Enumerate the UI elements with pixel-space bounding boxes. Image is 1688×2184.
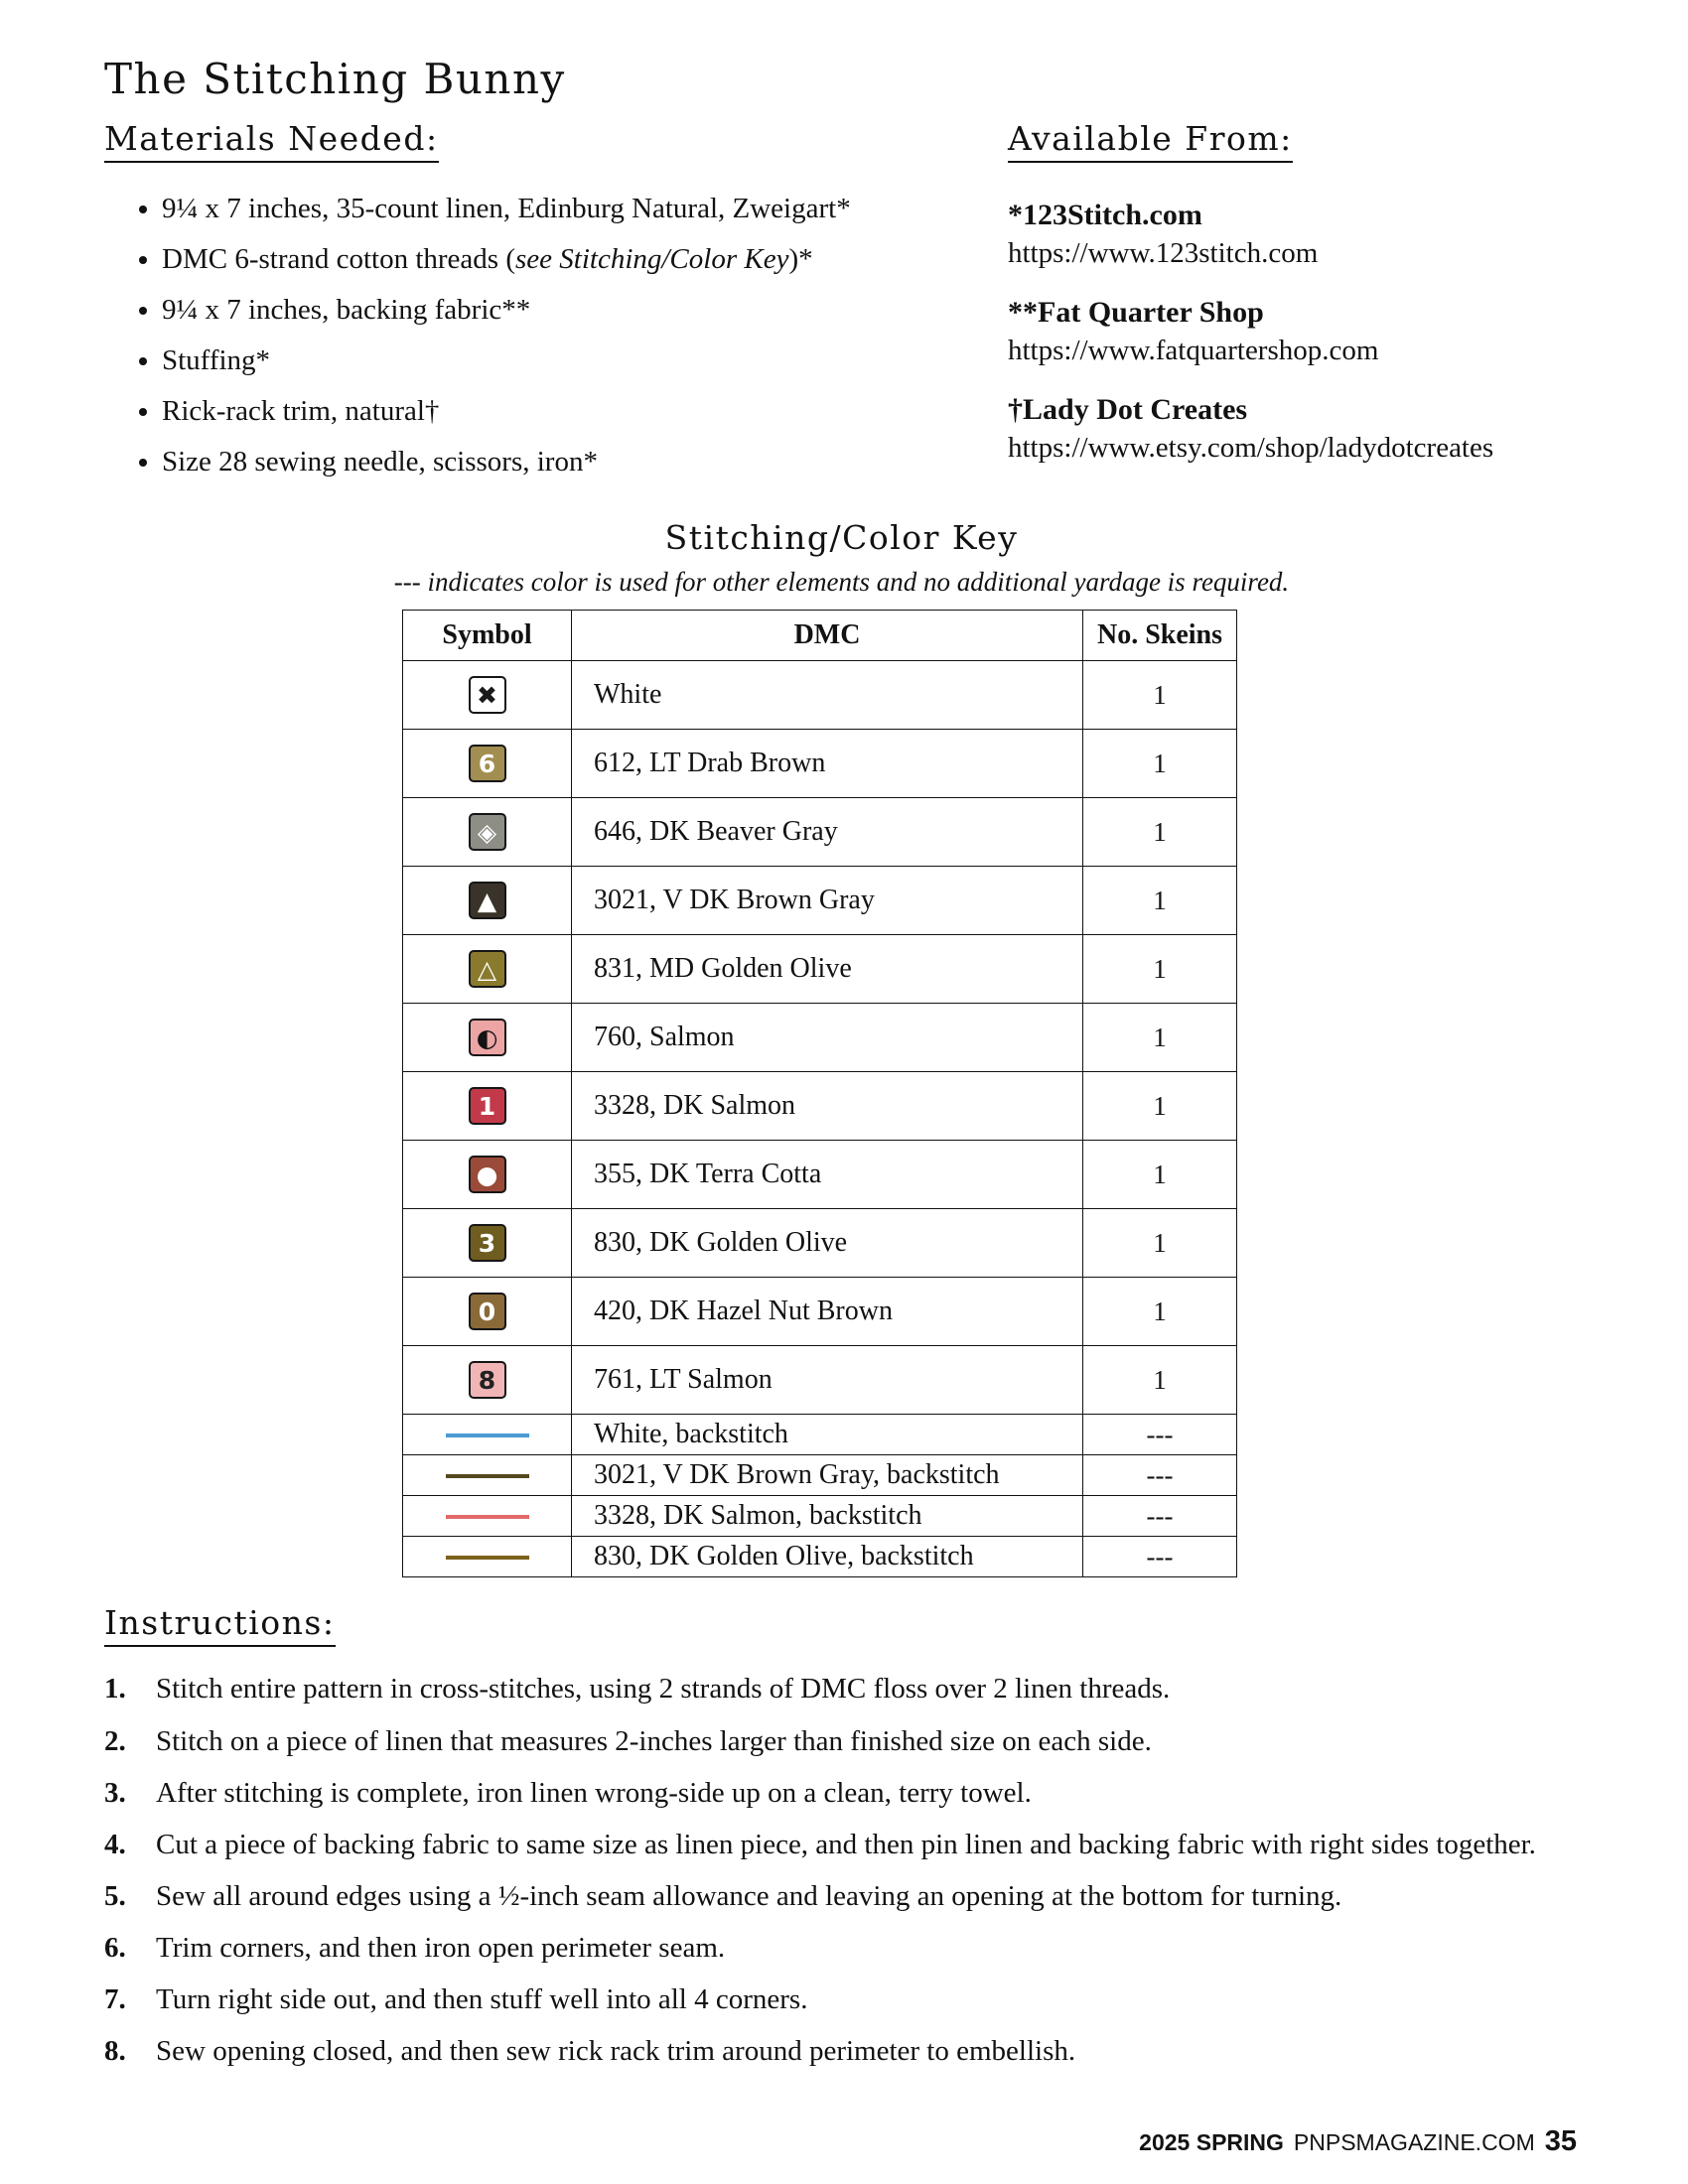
top-columns <box>104 119 1579 490</box>
source-block <box>1008 393 1579 465</box>
material-item <box>162 237 978 281</box>
step-text: Cut a piece of backing fabric to same size as linen piece, and then pin linen and backing fabric with right sides together. <box>156 1828 1536 1860</box>
material-item-italic: see Stitching/Color Key <box>515 243 789 276</box>
step-text: Sew opening closed, and then sew rick rack trim around perimeter to embellish. <box>156 2035 1076 2068</box>
step-text: Turn right side out, and then stuff well into all 4 corners. <box>156 1983 808 2016</box>
color-key-row <box>403 1141 1237 1209</box>
dmc-label: 830, DK Golden Olive <box>572 1209 1083 1278</box>
material-item <box>162 440 978 483</box>
material-item-text: )* <box>788 243 813 276</box>
backstitch-row <box>403 1415 1237 1455</box>
symbol-swatch: ▲ <box>469 882 506 919</box>
skein-count: --- <box>1083 1496 1237 1537</box>
skein-count: --- <box>1083 1537 1237 1577</box>
instruction-step <box>104 1670 1579 1708</box>
materials-list <box>104 187 978 483</box>
material-item-text: DMC 6-strand cotton threads ( <box>162 243 515 276</box>
step-number: 3. <box>104 1776 126 1809</box>
color-key-row <box>403 1278 1237 1346</box>
symbol-swatch: ✖ <box>469 676 506 714</box>
material-item <box>162 187 978 230</box>
step-text: Stitch entire pattern in cross-stitches, using 2 strands of DMC floss over 2 linen threads. <box>156 1673 1171 1706</box>
step-number: 6. <box>104 1932 126 1965</box>
color-key-heading: Stitching/Color Key <box>664 518 1019 558</box>
color-key-row <box>403 1209 1237 1278</box>
source-block <box>1008 296 1579 367</box>
dmc-label: 3328, DK Salmon, backstitch <box>572 1496 1083 1537</box>
available-from-section <box>978 119 1579 465</box>
instruction-step <box>104 1826 1579 1864</box>
backstitch-line <box>446 1515 529 1519</box>
skein-count: 1 <box>1083 1141 1237 1209</box>
skein-count: 1 <box>1083 1278 1237 1346</box>
instructions-list <box>104 1670 1579 2071</box>
symbol-swatch: ● <box>469 1156 506 1193</box>
page-title: The Stitching Bunny <box>104 55 566 103</box>
material-item-text: Size 28 sewing needle, scissors, iron* <box>162 446 598 478</box>
instruction-step <box>104 1722 1579 1761</box>
color-key-header-row <box>403 611 1237 661</box>
footer-site: PNPSMAGAZINE.COM <box>1293 2129 1535 2155</box>
symbol-swatch: 1 <box>469 1087 506 1125</box>
step-text: Trim corners, and then iron open perimeter seam. <box>156 1932 726 1965</box>
source-block <box>1008 199 1579 270</box>
color-key-row <box>403 798 1237 867</box>
skein-count: 1 <box>1083 867 1237 935</box>
source-name: **Fat Quarter Shop <box>1008 296 1264 329</box>
skein-count: 1 <box>1083 1004 1237 1072</box>
symbol-swatch: ◈ <box>469 813 506 851</box>
skein-count: 1 <box>1083 1072 1237 1141</box>
footer-season: 2025 SPRING <box>1139 2129 1284 2155</box>
step-number: 2. <box>104 1724 126 1757</box>
step-number: 5. <box>104 1880 126 1913</box>
symbol-swatch: △ <box>469 950 506 988</box>
symbol-swatch: 8 <box>469 1361 506 1399</box>
step-number: 1. <box>104 1673 126 1706</box>
material-item-text: Rick-rack trim, natural† <box>162 395 440 428</box>
symbol-swatch: 0 <box>469 1293 506 1330</box>
materials-heading: Materials Needed: <box>104 119 439 163</box>
material-item <box>162 389 978 433</box>
step-number: 7. <box>104 1983 126 2016</box>
dmc-label: 646, DK Beaver Gray <box>572 798 1083 867</box>
color-key-table <box>402 610 1237 1577</box>
source-url: https://www.etsy.com/shop/ladydotcreates <box>1008 432 1494 464</box>
color-key-note: --- indicates color is used for other elements and no additional yardage is required. <box>393 567 1290 598</box>
step-text: Stitch on a piece of linen that measures 2-inches larger than finished size on each side. <box>156 1724 1152 1757</box>
instruction-step <box>104 1980 1579 2019</box>
skein-count: 1 <box>1083 730 1237 798</box>
backstitch-line <box>446 1474 529 1478</box>
material-item-text: 9¼ x 7 inches, 35-count linen, Edinburg Natural, Zweigart* <box>162 193 851 224</box>
instruction-step <box>104 1929 1579 1968</box>
instructions-heading: Instructions: <box>104 1603 336 1647</box>
step-text: Sew all around edges using a ½-inch seam allowance and leaving an opening at the bottom for turning. <box>156 1880 1342 1913</box>
dmc-label: 831, MD Golden Olive <box>572 935 1083 1004</box>
instruction-step <box>104 1774 1579 1813</box>
backstitch-row <box>403 1496 1237 1537</box>
step-number: 4. <box>104 1828 126 1860</box>
symbol-swatch: ◐ <box>469 1019 506 1056</box>
material-item <box>162 339 978 382</box>
material-item-text: Stuffing* <box>162 344 271 377</box>
footer-page-number: 35 <box>1544 2125 1577 2157</box>
color-key-row <box>403 1004 1237 1072</box>
instruction-step <box>104 1877 1579 1916</box>
dmc-label: White, backstitch <box>572 1415 1083 1455</box>
backstitch-line <box>446 1556 529 1560</box>
skein-count: 1 <box>1083 1346 1237 1415</box>
skein-count: 1 <box>1083 935 1237 1004</box>
column-header-symbol: Symbol <box>403 611 572 661</box>
symbol-swatch: 3 <box>469 1224 506 1262</box>
dmc-label: 760, Salmon <box>572 1004 1083 1072</box>
source-name: †Lady Dot Creates <box>1008 393 1248 426</box>
backstitch-row <box>403 1537 1237 1577</box>
skein-count: --- <box>1083 1415 1237 1455</box>
color-key-row <box>403 661 1237 730</box>
dmc-label: 830, DK Golden Olive, backstitch <box>572 1537 1083 1577</box>
column-header-dmc: DMC <box>572 611 1083 661</box>
skein-count: --- <box>1083 1455 1237 1496</box>
page-footer <box>1139 2125 1577 2158</box>
dmc-label: 612, LT Drab Brown <box>572 730 1083 798</box>
dmc-label: 3021, V DK Brown Gray, backstitch <box>572 1455 1083 1496</box>
step-number: 8. <box>104 2035 126 2068</box>
source-url: https://www.123stitch.com <box>1008 237 1319 269</box>
source-name: *123Stitch.com <box>1008 199 1202 231</box>
color-key-row <box>403 935 1237 1004</box>
dmc-label: 3328, DK Salmon <box>572 1072 1083 1141</box>
dmc-label: 420, DK Hazel Nut Brown <box>572 1278 1083 1346</box>
color-key-row <box>403 1346 1237 1415</box>
dmc-label: 3021, V DK Brown Gray <box>572 867 1083 935</box>
color-key-row <box>403 730 1237 798</box>
column-header-skeins: No. Skeins <box>1083 611 1237 661</box>
instructions-section <box>104 1603 1579 2071</box>
color-key-section <box>104 518 1579 1577</box>
dmc-label: 355, DK Terra Cotta <box>572 1141 1083 1209</box>
material-item <box>162 288 978 332</box>
skein-count: 1 <box>1083 1209 1237 1278</box>
materials-section <box>104 119 978 490</box>
color-key-row <box>403 867 1237 935</box>
step-text: After stitching is complete, iron linen wrong-side up on a clean, terry towel. <box>156 1776 1032 1809</box>
dmc-label: White <box>572 661 1083 730</box>
color-key-row <box>403 1072 1237 1141</box>
available-from-heading: Available From: <box>1008 119 1293 163</box>
symbol-swatch: 6 <box>469 745 506 782</box>
instruction-step <box>104 2032 1579 2071</box>
material-item-text: 9¼ x 7 inches, backing fabric** <box>162 294 531 327</box>
backstitch-line <box>446 1433 529 1437</box>
backstitch-row <box>403 1455 1237 1496</box>
source-url: https://www.fatquartershop.com <box>1008 335 1379 366</box>
skein-count: 1 <box>1083 661 1237 730</box>
dmc-label: 761, LT Salmon <box>572 1346 1083 1415</box>
skein-count: 1 <box>1083 798 1237 867</box>
